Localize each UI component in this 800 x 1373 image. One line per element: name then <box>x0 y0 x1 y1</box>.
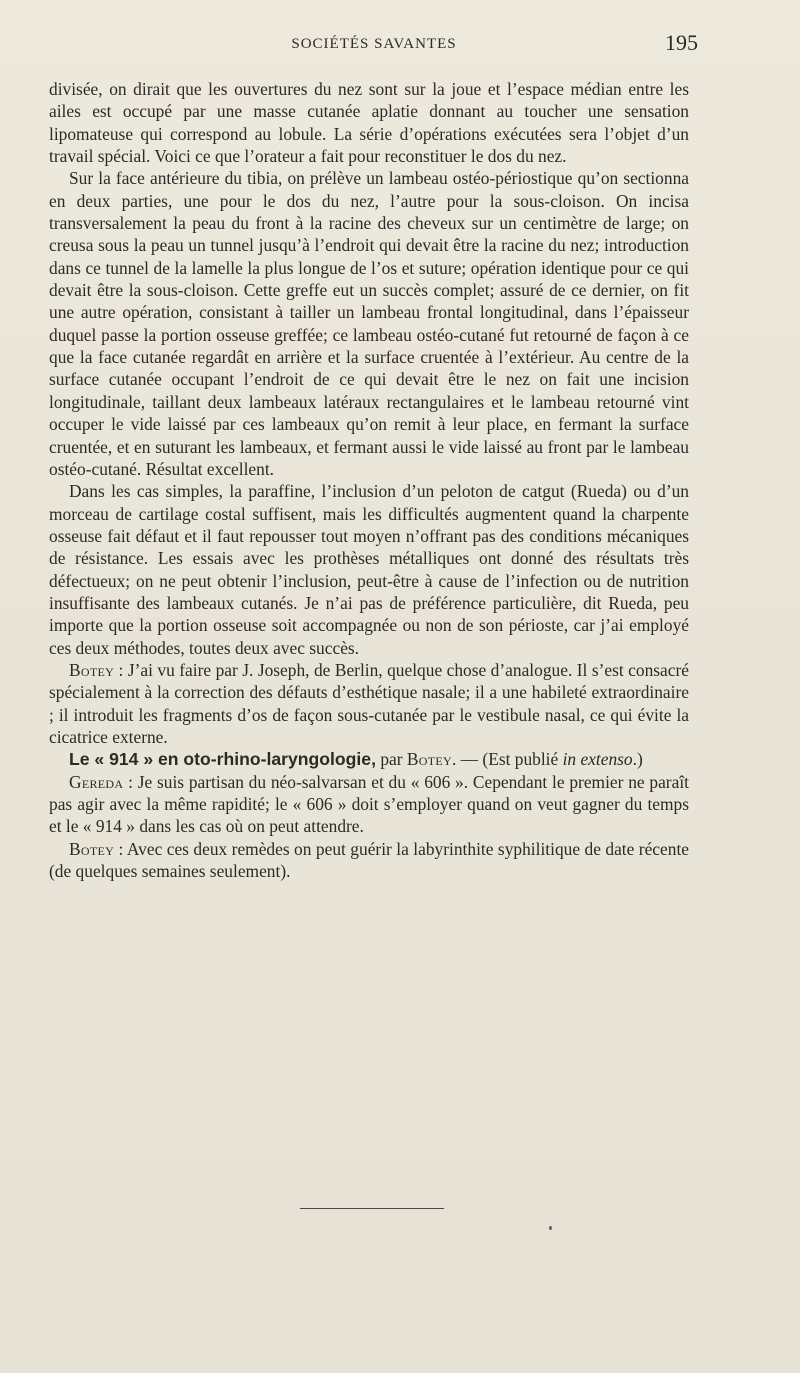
running-head <box>50 30 698 56</box>
section-heading: Le « 914 » en oto-rhino-laryngologie, <box>69 749 376 770</box>
heading-note: . — (Est publié <box>451 749 563 770</box>
heading-by: par <box>375 749 407 770</box>
paragraph-3: Dans les cas simples, la paraffine, l’inclusion d’un peloton de catgut (Rueda) ou d’un morceau de cartilage costal suffisent, mais les difficultés augmentent quand la charpente osseuse fait défaut et il faut repousser tout moyen n’offrant pas des conditions mécaniques de résistance. Les essais avec les prothèses métalliques ont donné des résultats très défectueux; on ne peut obtenir l’inclusion, peut-être à cause de l’infection ou de nutrition insuffisante des lambeaux cutanés. Je n’ai pas de préférence particulière, dit Rueda, peu importe que la portion osseuse soit accompagnée ou non de son périoste, car j’ai employé ces deux méthodes, toutes deux avec succès. <box>49 481 689 658</box>
heading-author: Botey <box>406 749 452 770</box>
paragraph-7 <box>49 838 689 883</box>
paragraph-6 <box>49 771 689 838</box>
paragraph-7-text: : Avec ces deux remèdes on peut guérir la labyrinthite syphilitique de date récente (de quelques semaines seulement). <box>49 838 689 882</box>
heading-note-end: .) <box>632 749 643 770</box>
paragraph-4 <box>49 659 689 748</box>
paragraph-6-text: : Je suis partisan du néo-salvarsan et du « 606 ». Cependant le premier ne paraît pas agir avec la même rapidité; le « 606 » doit s’employer quand on veut gagner du temps et le « 914 » dans les cas où on peut attendre. <box>49 771 689 837</box>
paper-speck <box>549 1226 552 1230</box>
section-heading-paragraph <box>49 748 689 770</box>
heading-note-italic: in extenso <box>562 749 633 770</box>
speaker-name: Botey <box>69 838 115 859</box>
paragraph-2: Sur la face antérieure du tibia, on prélève un lambeau ostéo-périostique qu’on sectionna en deux parties, une pour le dos du nez, l’autre pour la sous-cloison. On incisa transversalement la peau du front à la racine des cheveux sur un centimètre de large; on creusa sous la peau un tunnel jusqu’à l’endroit qui devait être la racine du nez; introduction dans ce tunnel de la lamelle la plus longue de l’os et suture; opération identique pour ce qui devait être la sous-cloison. Cette greffe eut un succès complet; assuré de ce dernier, on fit une autre opération, consistant à tailler un lambeau frontal longitudinal, dans l’épaisseur duquel passe la portion osseuse greffée; ce lambeau ostéo-cutané fut retourné de façon à ce que la face cutanée regardât en arrière et la surface cruentée à l’extérieur. Au centre de la surface cutanée occupant l’endroit de ce qui devait être le nez on fait une incision longitudinale, taillant deux lambeaux latéraux rectangulaires et le lambeau retourné vint occuper le vide laissé par ces lambeaux qu’on remit à leur place, en fermant la surface cruentée, et en suturant les lambeaux, et fermant aussi le vide laissé au front par le lambeau ostéo-cutané. Résultat excellent. <box>49 168 689 479</box>
paragraph-4-text: : J’ai vu faire par J. Joseph, de Berlin, quelque chose d’analogue. Il s’est consacré spécialement à la correction des défauts d’esthétique nasale; il a une habileté extraordinaire ; il introduit les fragments d’os de façon sous-cutanée par le vestibule nasal, ce qui évite la cicatrice externe. <box>49 659 689 747</box>
page-number: 195 <box>665 30 698 55</box>
speaker-name: Gereda <box>69 771 124 792</box>
section-end-rule <box>300 1208 444 1209</box>
speaker-name: Botey <box>69 659 115 680</box>
body-text <box>49 78 689 882</box>
paragraph-1: divisée, on dirait que les ouvertures du nez sont sur la joue et l’espace médian entre les ailes est occupé par une masse cutanée aplatie donnant au toucher une sensation lipomateuse qui correspond au lobule. La série d’opérations exécutées sera l’objet d’un travail spécial. Voici ce que l’orateur a fait pour reconstituer le dos du nez. <box>49 79 689 167</box>
running-title: SOCIÉTÉS SAVANTES <box>291 36 457 52</box>
